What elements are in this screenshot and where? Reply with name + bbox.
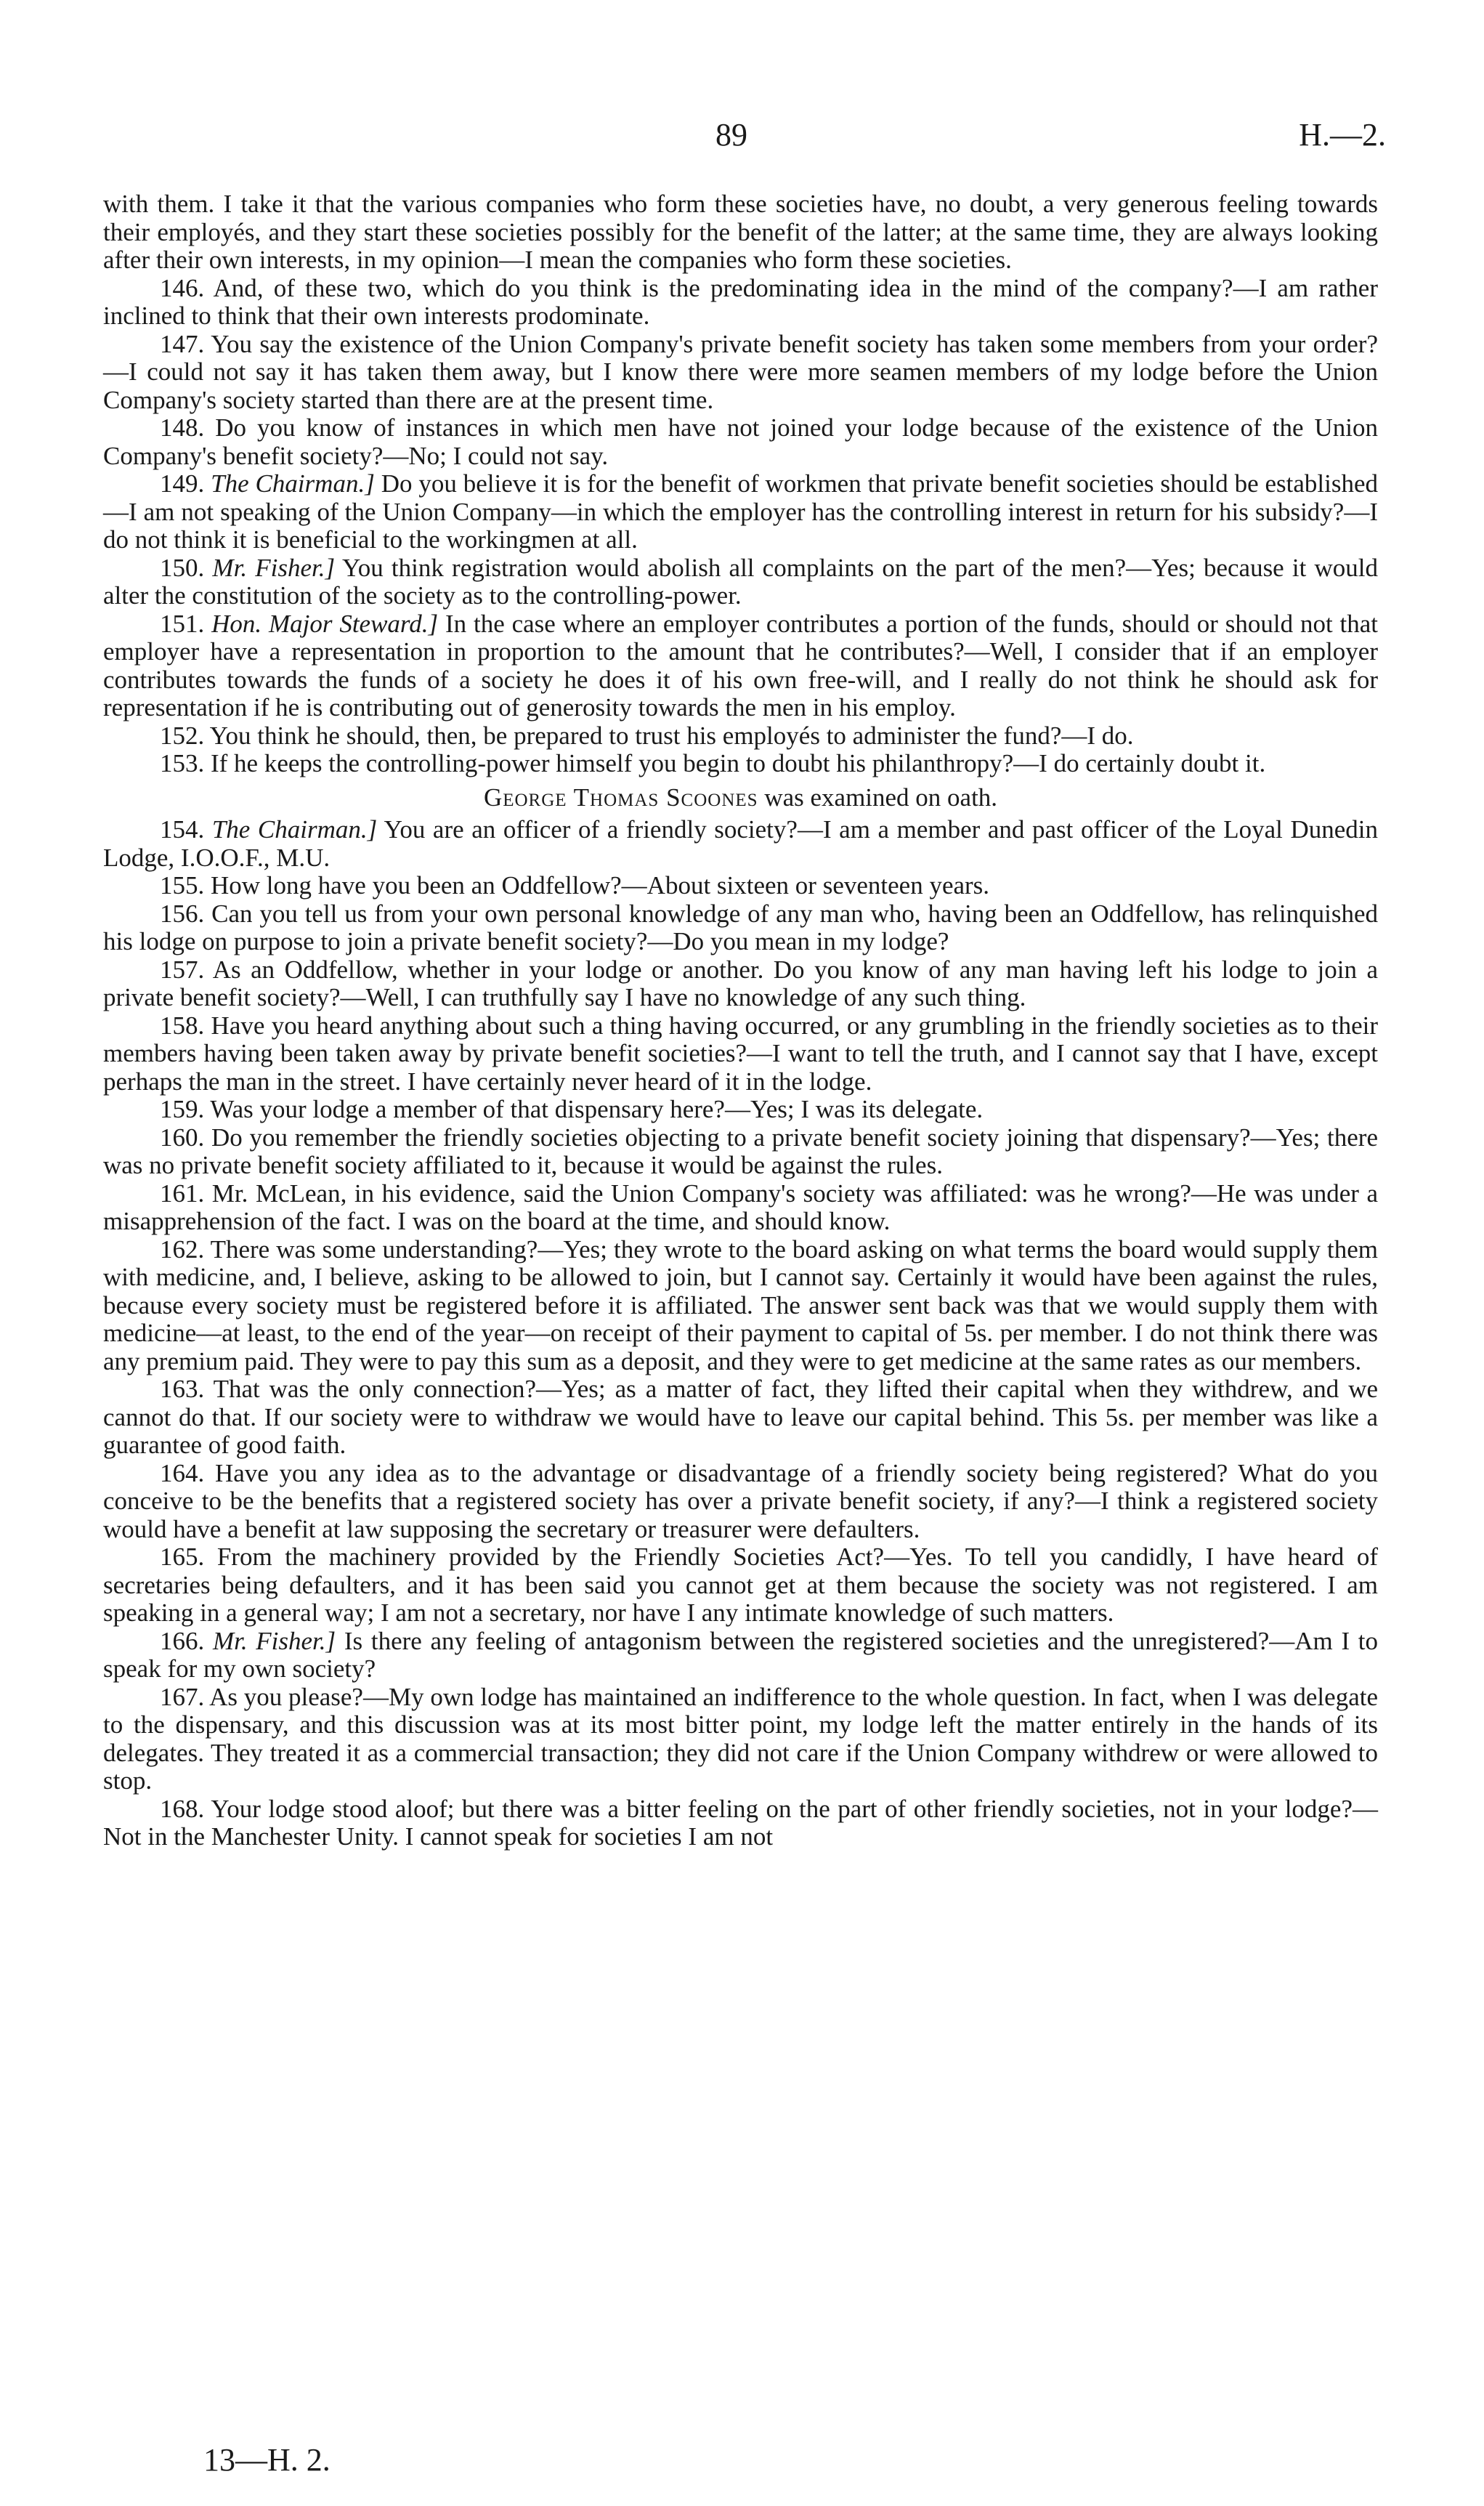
paragraph-152: 152. You think he should, then, be prepared to trust his employés to administer the fund?—I do.: [160, 721, 1134, 750]
paragraph-text: You are an officer of a friendly society?—I am a member and past officer of the Loyal Dunedin Lodge, I.O.O.F., M.U.: [103, 815, 1379, 872]
paragraph-148: 148. Do you know of instances in which men have not joined your lodge because of the existence of the Union Company's benefit society?—No; I could not say.: [103, 413, 1378, 470]
speaker-name: Hon. Major Steward.]: [211, 609, 439, 638]
speaker-name: Mr. Fisher.]: [212, 1626, 336, 1655]
page-number: 89: [715, 117, 747, 153]
paragraph-163: 163. That was the only connection?—Yes; as a matter of fact, they lifted their capital when they withdrew, and we cannot do that. If our society were to withdraw we would have to leave our capital behind. This 5s. per member was like a guarantee of good faith.: [103, 1375, 1378, 1459]
witness-heading: [103, 784, 1378, 812]
paragraph-151: [103, 610, 1378, 722]
speaker-name: The Chairman.]: [211, 815, 378, 844]
paragraph-147: 147. You say the existence of the Union Company's private benefit society has taken some members from your order?—I could not say it has taken them away, but I know there were more seamen members of my lodge before the Union Company's society started than there are at the present time.: [103, 329, 1378, 414]
paragraph-156: 156. Can you tell us from your own personal knowledge of any man who, having been an Oddfellow, has relinquished his lodge on purpose to join a private benefit society?—Do you mean in my lodge?: [103, 899, 1378, 955]
paragraph-167: 167. As you please?—My own lodge has maintained an indifference to the whole question. In fact, when I was delegate to the dispensary, and this discussion was at its most bitter point, my lodge left the matter entirely in the hands of its delegates. They treated it as a commercial transaction; they did not care if the Union Company withdrew or were allowed to stop.: [103, 1682, 1378, 1795]
witness-name: George Thomas Scoones: [483, 783, 758, 812]
heading-text: was examined on oath.: [764, 783, 998, 812]
paragraph-155: 155. How long have you been an Oddfellow?—About sixteen or seventeen years.: [160, 871, 990, 900]
section-reference: H.—2.: [1299, 117, 1386, 153]
paragraph-text: You think registration would abolish all complaints on the part of the men?—Yes; because it would alter the constitution of the society as to the controlling-power.: [103, 553, 1379, 610]
paragraph-150: [103, 554, 1378, 610]
paragraph-168: 168. Your lodge stood aloof; but there was a bitter feeling on the part of other friendly societies, not in your lodge?—Not in the Manchester Unity. I cannot speak for societies I am not: [103, 1794, 1378, 1851]
paragraph-153: 153. If he keeps the controlling-power himself you begin to doubt his philanthropy?—I do certainly doubt it.: [160, 749, 1266, 777]
paragraph-continuation: with them. I take it that the various companies who form these societies have, no doubt, a very generous feeling towards their employés, and they start these societies possibly for the benefit of the latter; at the same time, they are always looking after their own interests, in my opinion—I mean the companies who form these societies.: [103, 190, 1378, 274]
paragraph-166: [103, 1628, 1378, 1684]
paragraph-165: 165. From the machinery provided by the Friendly Societies Act?—Yes. To tell you candidly, I have heard of secretaries being defaulters, and it has been said you cannot get at them because the society was not registered. I am speaking in a general way; I am not a secretary, nor have I any intimate knowledge of such matters.: [103, 1543, 1378, 1627]
paragraph-text: In the case where an employer contributes a portion of the funds, should or should not that employer have a representation in proportion to the amount that he contributes?—Well, I consider that if an employer contributes towards the funds of a society he does it of his own free-will, and I really do not think he should ask for representation if he is contributing out of generosity towards the men in his employ.: [103, 609, 1379, 722]
paragraph-162: 162. There was some understanding?—Yes; they wrote to the board asking on what terms the board would supply them with medicine, and, I believe, asking to be allowed to join, but I cannot say. Certainly it would have been against the rules, because every society must be registered before it is affiliated. The answer sent back was that we would supply them with medicine—at least, to the end of the year—on receipt of their payment to capital of 5s. per member. I do not think there was any premium paid. They were to pay this sum as a deposit, and they were to get medicine at the same rates as our members.: [103, 1234, 1378, 1375]
speaker-name: The Chairman.]: [211, 469, 375, 498]
signature-mark: 13—H. 2.: [203, 2442, 331, 2478]
question-number: 151.: [160, 609, 205, 638]
paragraph-160: 160. Do you remember the friendly societies objecting to a private benefit society joining that dispensary?—Yes; there was no private benefit society affiliated to it, because it would be against the rules.: [103, 1123, 1378, 1179]
paragraph-154: [103, 816, 1378, 872]
testimony-body: [103, 190, 1378, 1851]
paragraph-161: 161. Mr. McLean, in his evidence, said the Union Company's society was affiliated: was he wrong?—He was under a misapprehension of the fact. I was on the board at the time, and should know.: [103, 1179, 1378, 1235]
question-number: 149.: [160, 469, 205, 498]
speaker-name: Mr. Fisher.]: [212, 553, 336, 582]
paragraph-164: 164. Have you any idea as to the advantage or disadvantage of a friendly society being registered? What do you conceive to be the benefits that a registered society has over a private benefit society, if any?—I think a registered society would have a benefit at law supposing the secretary or treasurer were defaulters.: [103, 1458, 1378, 1543]
page-header: [0, 116, 1484, 167]
paragraph-159: 159. Was your lodge a member of that dispensary here?—Yes; I was its delegate.: [160, 1095, 984, 1123]
question-number: 166.: [160, 1626, 205, 1655]
question-number: 150.: [160, 553, 205, 582]
question-number: 154.: [160, 815, 205, 844]
paragraph-146: 146. And, of these two, which do you think is the predominating idea in the mind of the company?—I am rather inclined to think that their own interests prodominate.: [103, 273, 1378, 330]
paragraph-text: Is there any feeling of antagonism between the registered societies and the unregistered?—Am I to speak for my own society?: [103, 1626, 1379, 1683]
paragraph-158: 158. Have you heard anything about such a thing having occurred, or any grumbling in the friendly societies as to their members having been taken away by private benefit societies?—I want to tell the truth, and I cannot say that I have, except perhaps the man in the street. I have certainly never heard of it in the lodge.: [103, 1011, 1378, 1096]
paragraph-149: [103, 470, 1378, 554]
paragraph-text: Do you believe it is for the benefit of workmen that private benefit societies should be established—I am not speaking of the Union Company—in which the employer has the controlling interest in return for his subsidy?—I do not think it is beneficial to the workingmen at all.: [103, 469, 1379, 554]
paragraph-157: 157. As an Oddfellow, whether in your lodge or another. Do you know of any man having left his lodge to join a private benefit society?—Well, I can truthfully say I have no knowledge of any such thing.: [103, 955, 1378, 1011]
